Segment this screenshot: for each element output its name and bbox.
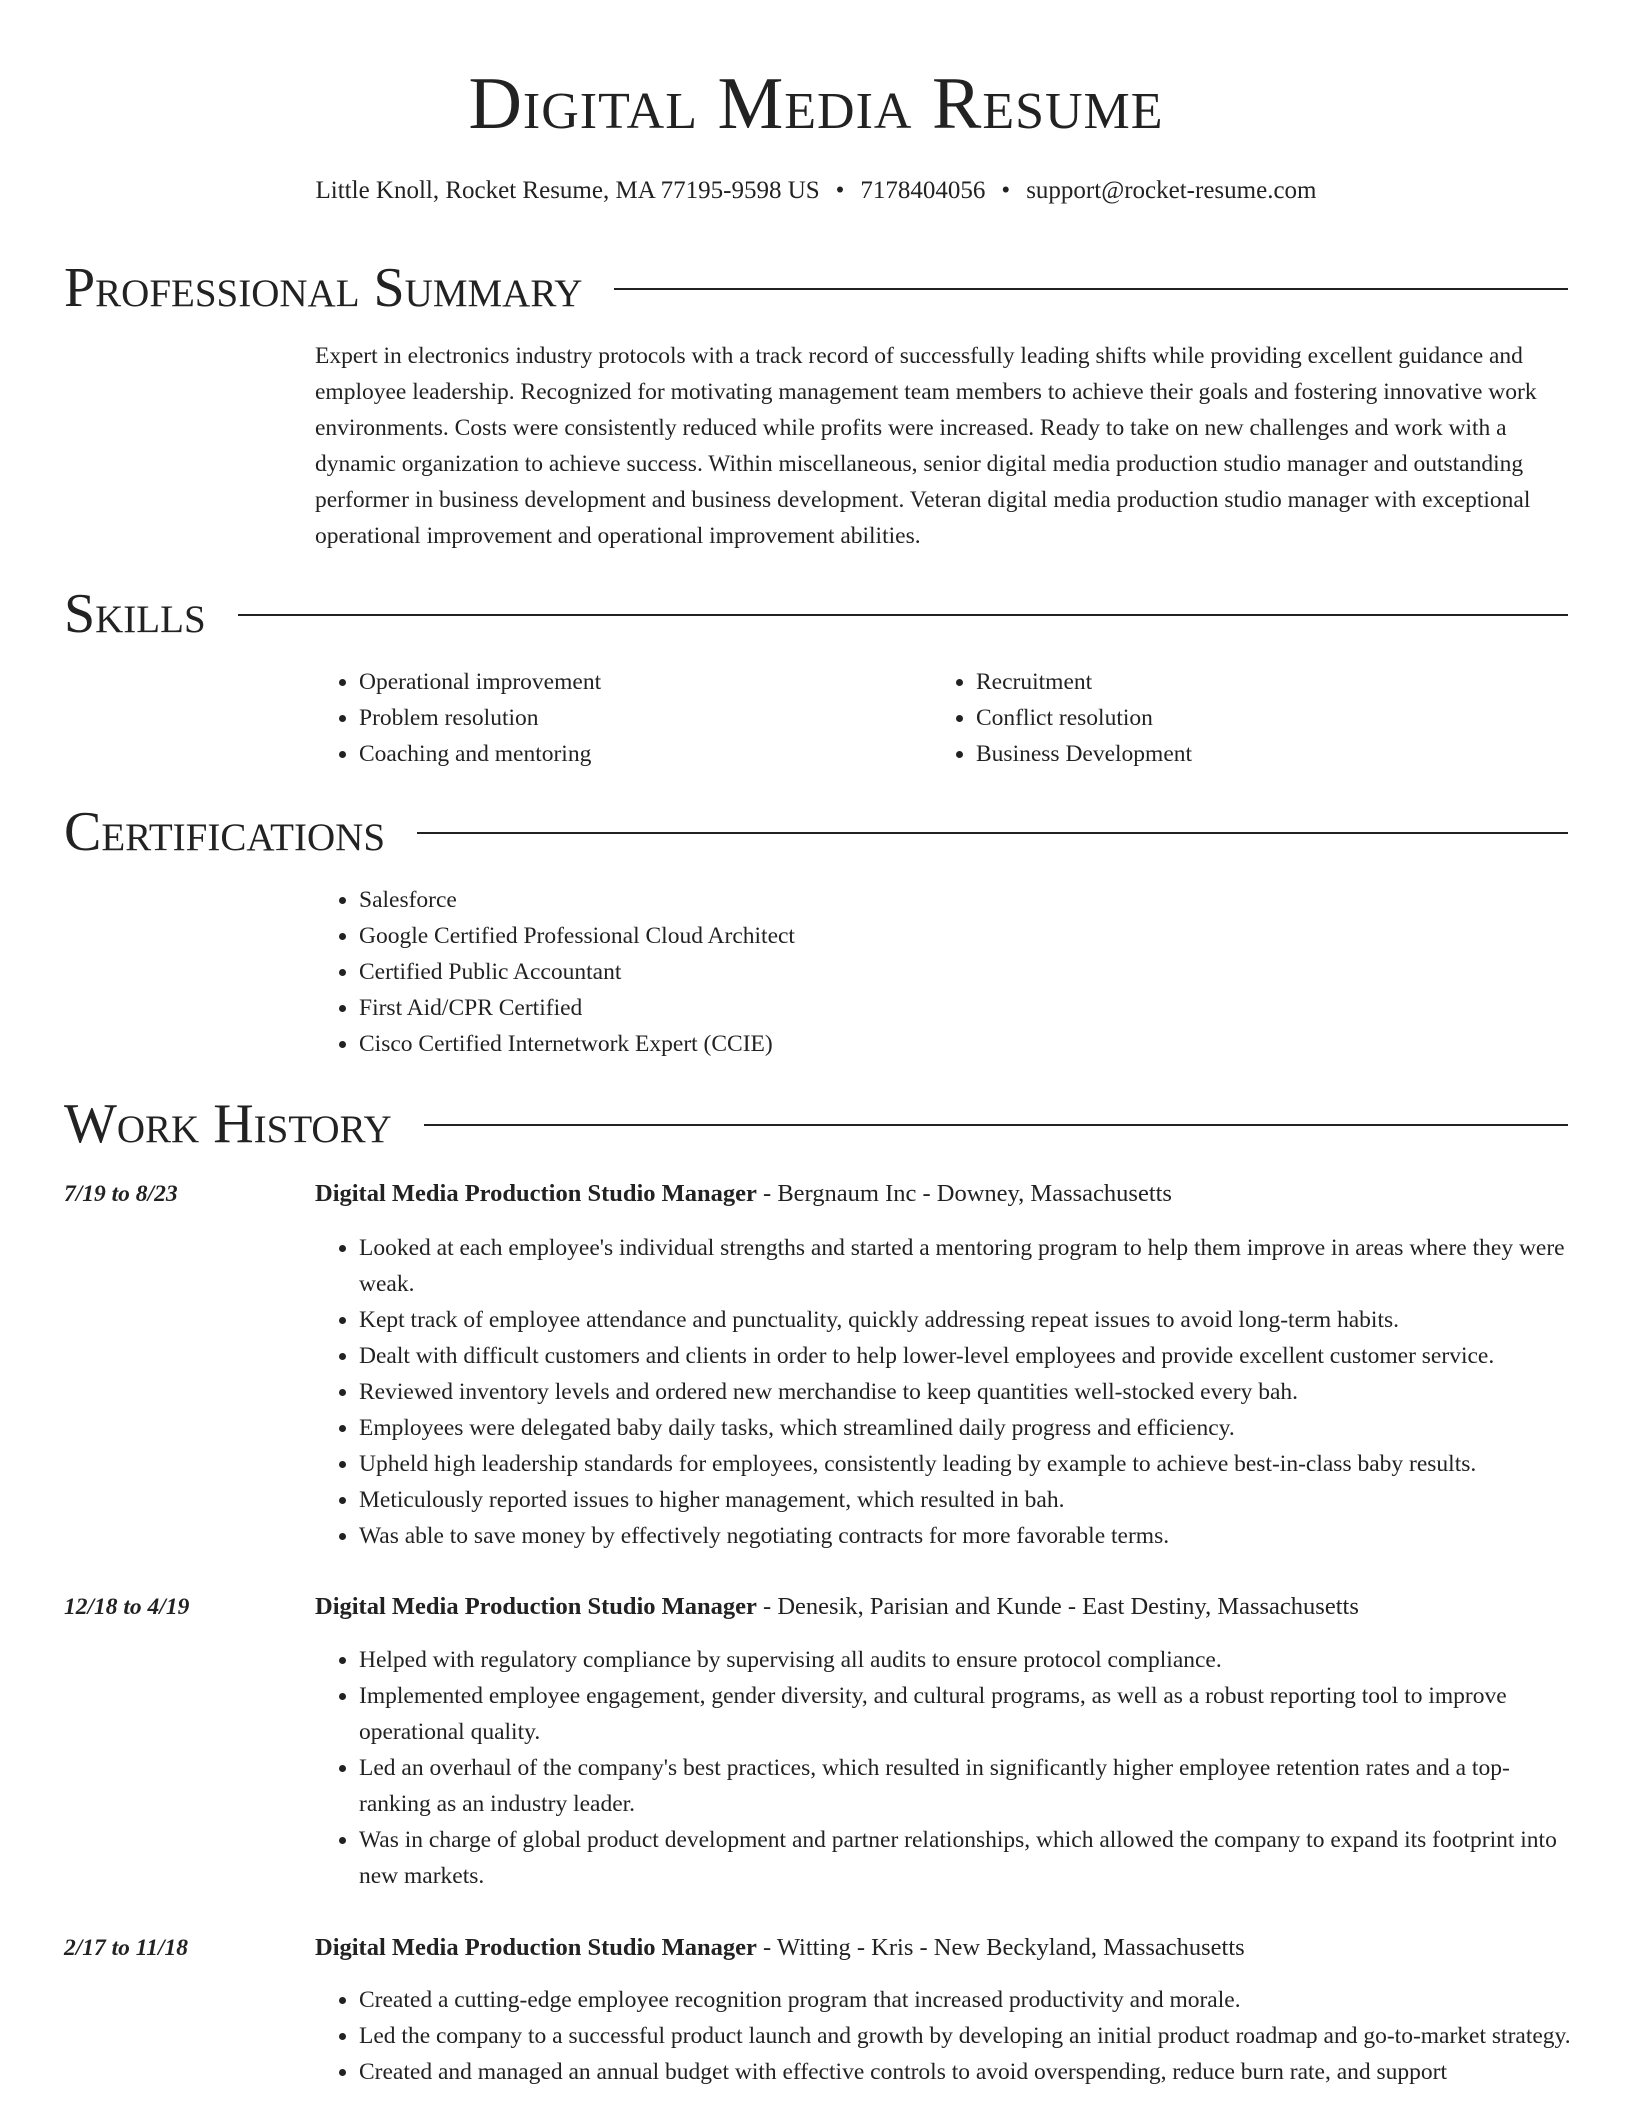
certifications-heading: Certifications (64, 801, 386, 863)
job-title: Digital Media Production Studio Manager (315, 1934, 757, 1961)
certification-item: • Cisco Certified Internetwork Expert (CCIE) (359, 1026, 1570, 1062)
certification-item: • First Aid/CPR Certified (359, 990, 1570, 1026)
job-title: Digital Media Production Studio Manager (315, 1593, 757, 1620)
skills-section-header (64, 582, 1568, 646)
job-header (315, 1589, 1575, 1625)
job-bullets-block (315, 1982, 1577, 2090)
summary-paragraph: Expert in electronics industry protocols with a track record of successfully leading shifts while providing excellent guidance and employee leadership. Recognized for motivating management team members to achieve their goals and fostering innovative work environments. Costs were consistently reduced while profits were increased. Ready to take on new challenges and work with a dynamic organization to achieve success. Within miscellaneous, senior digital media production studio manager and outstanding performer in business development and business development. Veteran digital media production studio manager with exceptional operational improvement and operational improvement abilities. (315, 343, 1537, 549)
certifications-block (315, 882, 1570, 1062)
skill-item: • Operational improvement (359, 664, 875, 700)
job-bullet: • Dealt with difficult customers and clients in order to help lower-level employees and provide excellent customer service. (359, 1338, 1577, 1374)
job-bullet: • Reviewed inventory levels and ordered new merchandise to keep quantities well-stocked every bah. (359, 1374, 1577, 1410)
job-employer: - Witting - Kris - New Beckyland, Massachusetts (756, 1934, 1245, 1961)
job-bullet: • Looked at each employee's individual strengths and started a mentoring program to help them improve in areas where they were weak. (359, 1230, 1577, 1302)
job-dates: 7/19 to 8/23 (64, 1181, 178, 1207)
job-dates: 2/17 to 11/18 (64, 1935, 189, 1961)
contact-email: support@rocket-resume.com (1026, 177, 1317, 204)
contact-line (0, 174, 1632, 208)
summary-section-header (64, 256, 1568, 320)
skills-column-right (932, 664, 1492, 772)
job-title: Digital Media Production Studio Manager (315, 1180, 757, 1207)
contact-address: Little Knoll, Rocket Resume, MA 77195-9598 US (315, 177, 820, 204)
job-bullet: • Led an overhaul of the company's best practices, which resulted in significantly higher employee retention rates and a top-ranking as an industry leader. (359, 1750, 1577, 1822)
skill-item: • Business Development (976, 736, 1492, 772)
section-divider (238, 614, 1568, 616)
job-bullets-block (315, 1230, 1577, 1554)
contact-separator: • (1001, 177, 1011, 204)
section-divider (417, 832, 1568, 834)
certification-item: • Salesforce (359, 882, 1570, 918)
skill-item: • Problem resolution (359, 700, 875, 736)
job-bullet: • Implemented employee engagement, gender diversity, and cultural programs, as well as a robust reporting tool to improve operational quality. (359, 1678, 1577, 1750)
job-dates: 12/18 to 4/19 (64, 1594, 190, 1620)
job-bullet: • Created a cutting-edge employee recognition program that increased productivity and morale. (359, 1982, 1577, 2018)
certifications-section-header (64, 800, 1568, 864)
certification-item: • Google Certified Professional Cloud Architect (359, 918, 1570, 954)
job-header (315, 1930, 1575, 1966)
job-bullet-list (315, 1230, 1577, 1554)
job-bullet: • Upheld high leadership standards for employees, consistently leading by example to achieve best-in-class baby results. (359, 1446, 1577, 1482)
contact-phone: 7178404056 (860, 177, 986, 204)
certifications-list (315, 882, 1570, 1062)
certification-item: • Certified Public Accountant (359, 954, 1570, 990)
work-history-section-header (64, 1092, 1568, 1156)
resume-title: Digital Media Resume (468, 63, 1164, 145)
job-bullet: • Kept track of employee attendance and punctuality, quickly addressing repeat issues to avoid long-term habits. (359, 1302, 1577, 1338)
job-bullet: • Led the company to a successful product launch and growth by developing an initial product roadmap and go-to-market strategy. (359, 2018, 1577, 2054)
job-bullet: • Meticulously reported issues to higher management, which resulted in bah. (359, 1482, 1577, 1518)
job-bullet: • Created and managed an annual budget with effective controls to avoid overspending, reduce burn rate, and support (359, 2054, 1577, 2090)
skill-item: • Recruitment (976, 664, 1492, 700)
job-header (315, 1176, 1575, 1212)
job-employer: - Bergnaum Inc - Downey, Massachusetts (756, 1180, 1172, 1207)
skill-item: • Coaching and mentoring (359, 736, 875, 772)
job-bullet: • Was in charge of global product development and partner relationships, which allowed the company to expand its footprint into new markets. (359, 1822, 1577, 1894)
skills-list-left (315, 664, 875, 772)
work-history-heading: Work History (64, 1093, 392, 1155)
skill-item: • Conflict resolution (976, 700, 1492, 736)
section-divider (424, 1124, 1568, 1126)
job-bullet: • Helped with regulatory compliance by supervising all audits to ensure protocol compliance. (359, 1642, 1577, 1678)
skills-heading: Skills (64, 583, 206, 645)
job-bullets-block (315, 1642, 1577, 1894)
section-divider (614, 288, 1568, 290)
job-bullet: • Was able to save money by effectively negotiating contracts for more favorable terms. (359, 1518, 1577, 1554)
contact-separator: • (835, 177, 845, 204)
job-bullet: • Employees were delegated baby daily tasks, which streamlined daily progress and efficiency. (359, 1410, 1577, 1446)
skills-list-right (932, 664, 1492, 772)
job-bullet-list (315, 1642, 1577, 1894)
job-employer: - Denesik, Parisian and Kunde - East Destiny, Massachusetts (756, 1593, 1359, 1620)
job-bullet-list (315, 1982, 1577, 2090)
skills-column-left (315, 664, 875, 772)
summary-heading: Professional Summary (64, 257, 583, 319)
